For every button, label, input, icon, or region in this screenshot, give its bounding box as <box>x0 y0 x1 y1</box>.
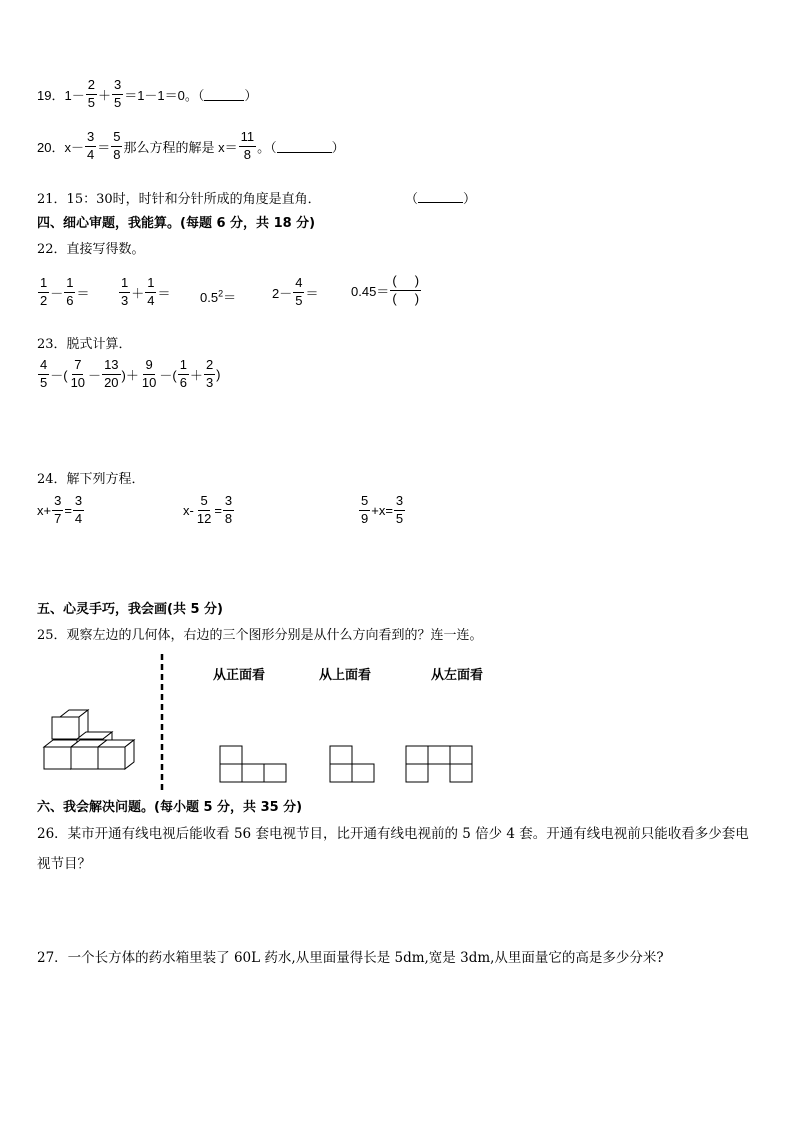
question-19: 19． 1－ $\frac{2}{5}$ ＋ $\frac{3}{5}$ ＝1－1＝0。（ ） <box>37 77 258 110</box>
question-21: 21．15：30时，时针和分针所成的角度是直角． <box>37 192 321 207</box>
view-shape-2 <box>330 746 374 782</box>
question-27: 27．一个长方体的药水箱里装了 60L 药水,从里面量得长是 5dm,宽是 3dm,从里面量它的高是多少分米? <box>37 950 664 966</box>
view-label-left: 从左面看 <box>431 667 484 682</box>
views-figure <box>0 650 794 795</box>
question-26-line-1: 26．某市开通有线电视后能收看 56 套电视节目，比开通有线电视前的 5 倍少 4 套。开通有线电视前只能收看多少套电 <box>37 826 749 842</box>
answer-blank[interactable] <box>418 190 463 203</box>
fraction: $\frac{3}{5}$ <box>113 77 122 110</box>
section-6-title: 六、我会解决问题。(每小题 5 分，共 35 分) <box>37 800 303 815</box>
q22-expr-1: $\frac{1}{2}$ － $\frac{1}{6}$ ＝ <box>40 275 90 308</box>
answer-blank[interactable] <box>277 140 332 153</box>
view-shape-1 <box>220 746 286 782</box>
question-22-title: 22．直接写得数。 <box>37 242 145 257</box>
q24-equation-2: x- $\frac{5}{12}$ = $\frac{3}{8}$ <box>183 493 233 526</box>
answer-blank[interactable] <box>204 88 244 101</box>
question-23-title: 23．脱式计算． <box>37 337 132 352</box>
q22-expr-2: $\frac{1}{3}$ ＋ $\frac{1}{4}$ ＝ <box>121 275 171 308</box>
q23-expression: $\frac{4}{5}$ －( $\frac{7}{10}$ － $\frac{13}{20}$ )＋ $\frac{9}{10}$ －( $\frac{1}{6}$ ＋ $\frac{2}{3}$ ) <box>40 357 221 390</box>
view-shape-3 <box>406 746 472 782</box>
q22-expr-4: 2－ $\frac{4}{5}$ ＝ <box>272 275 319 308</box>
answer-paren: （ ） <box>405 192 477 207</box>
section-4-title: 四、细心审题，我能算。(每题 6 分，共 18 分) <box>37 216 316 231</box>
fraction: $\frac{3}{4}$ <box>86 129 95 162</box>
q24-equation-3: $\frac{5}{9}$ +x= $\frac{3}{5}$ <box>361 493 404 526</box>
fraction: $\frac{2}{5}$ <box>87 77 95 110</box>
q24-equation-1: x+ $\frac{3}{7}$ = $\frac{3}{4}$ <box>37 493 83 526</box>
question-26-line-2: 视节目？ <box>37 856 91 872</box>
fraction: $\frac{5}{8}$ <box>113 129 121 162</box>
fraction: $\frac{11}{8}$ <box>240 129 255 162</box>
view-label-top: 从上面看 <box>319 667 372 682</box>
question-24-title: 24．解下列方程． <box>37 472 145 487</box>
q19-number: 19． <box>37 87 65 103</box>
question-20: 20． x－ $\frac{3}{4}$ ＝ $\frac{5}{8}$ 那么方程的解是 x＝ $\frac{11}{8}$ 。（ ） <box>37 129 345 162</box>
view-label-front: 从正面看 <box>213 667 266 682</box>
question-25-title: 25．观察左边的几何体，右边的三个图形分别是从什么方向看到的？连一连。 <box>37 628 483 643</box>
q22-expr-3: $0.5^2=$ <box>200 288 237 305</box>
solid-blocks-figure <box>44 710 134 769</box>
q22-expr-5: 0.45＝ $\frac{( )}{( )}$ <box>351 273 420 306</box>
section-5-title: 五、心灵手巧，我会画(共 5 分) <box>37 602 223 617</box>
